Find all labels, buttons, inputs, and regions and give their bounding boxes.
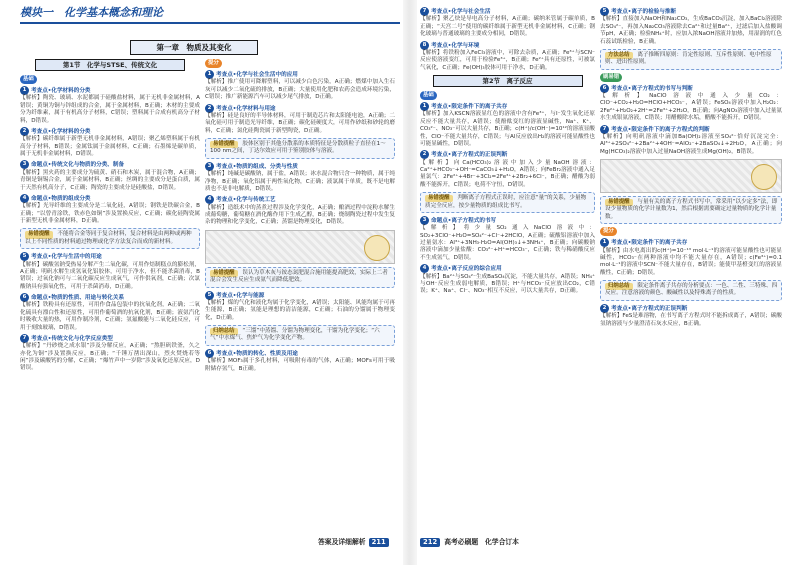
item-number: 7 (600, 125, 609, 134)
tip-text: 胶体区别于其他分散系的本质特征是分散质粒子直径在1～100 nm之间，丁达尔效应可用于鉴别胶体与溶液。 (210, 141, 386, 155)
answer-item (205, 70, 395, 102)
tisheng-badge: 提分 (600, 227, 617, 236)
answer-item (600, 304, 782, 328)
item-number: 2 (420, 150, 429, 159)
tip-box (420, 192, 595, 213)
tip-tag: 归纳总结 (605, 283, 633, 290)
tip-text: 不能将合金等同于复合材料，复合材料是由两种或两种以上不同性质的材料通过物理或化学方法复合而成的新材料。 (25, 231, 192, 245)
tip-tag: 易错提醒 (210, 270, 238, 277)
shelf-badge: 刷易错 (600, 73, 622, 82)
answer-explanation: 【解析】煤的气化和液化均属于化学变化，A错误；太阳能、风能均属于可再生能源，B正确；氢能是理想的清洁能源，C正确；石油的分馏属于物理变化，D正确。 (205, 299, 395, 321)
tip-box (205, 138, 395, 159)
illustration-image (600, 159, 782, 193)
tip-text: 误认为草木灰与铵态氮肥混合施用能提高肥效，实际上二者混合会发生反应生成氨气而降低肥效。 (210, 269, 388, 284)
item-list (420, 7, 595, 72)
tip-tag: 易错提醒 (425, 195, 453, 202)
key-point-label: 考查点•离子的检验与推断 (611, 9, 677, 15)
answer-item (420, 264, 595, 296)
answer-explanation: 【解析】由水电离出的c(H⁺)=10⁻¹³ mol·L⁻¹的溶液可能显酸性也可能显碱性，HCO₃⁻在两种溶液中均不能大量存在，A错误；c(Fe³⁺)=0.1 mol·L⁻¹的溶液中SCN⁻不能大量存在，B错误；能使甲基橙变红的溶液显酸性，C正确；D错误。 (600, 247, 782, 276)
item-list (600, 7, 782, 46)
key-point-label: 考查点•限定条件下的离子方程式的判断 (611, 126, 710, 133)
answer-item-head (20, 86, 200, 95)
answer-explanation: 【解析】陶瓷、玻璃、水泥都属于硅酸盐材料，属于无机非金属材料，A错误；黄铜为铜与锌组成的合金，属于金属材料，B正确；木材的主要成分为纤维素，属于有机高分子材料，C错误；塑料属于合成有机高分子材料，D错误。 (20, 95, 200, 124)
answer-explanation: 【解析】碳酸氢钠受热易分解产生二氧化碳，可用作焙制糕点的膨松剂，A正确；明矾水解生成氢氧化铝胶体，可用于净水，但不能杀菌消毒，B错误；过氧化钠可与二氧化碳反应生成氧气，可作供氧剂，C正确；次氯酸钠具有强氧化性，可用于杀菌消毒，D正确。 (20, 261, 200, 290)
answer-item-head (205, 104, 395, 113)
tip-tag: 易错提醒 (25, 231, 53, 238)
answer-item (20, 194, 200, 226)
footer-left (420, 538, 519, 547)
answer-item (205, 349, 395, 373)
item-number: 2 (20, 127, 29, 136)
key-point-label: 考查点•化学与能源 (216, 292, 265, 299)
tip-tag: 易错提醒 (210, 141, 238, 148)
answer-explanation: 【解析】造纸术中的蒸煮过程涉及化学变化，A正确；酿酒过程中淀粉水解生成葡萄糖，葡萄糖在酒化酶作用下生成乙醇，B正确；烧制陶瓷过程中发生复杂的物理和化学变化，C正确；蒸馏是物理变化，D错误。 (205, 204, 395, 226)
answer-item (600, 238, 782, 277)
item-number: 2 (600, 304, 609, 313)
item-list (600, 84, 782, 156)
answer-item (420, 102, 595, 148)
item-list (600, 304, 782, 328)
key-point-label: 考查点•传统文化与化学反应类型 (31, 335, 113, 342)
column-3 (420, 6, 595, 552)
answer-item (420, 41, 595, 73)
answer-explanation: 【解析】将少量SO₂通入NaClO溶液中：SO₂+3ClO⁻+H₂O=SO₄²⁻+Cl⁻+2HClO，A正确；硫酸铝溶液中加入过量氨水：Al³⁺+3NH₃·H₂O=Al(OH)₃↓+3NH₄⁺，B正确；向碳酸钠溶液中滴加少量盐酸：CO₃²⁻+H⁺=HCO₃⁻，C正确；铁与稀硝酸反应不生成氢气，D错误。 (420, 225, 595, 261)
key-point-label: 命题点•传统文化与物质的分类、制备 (31, 162, 125, 169)
answer-explanation: 【解析】纯碱是碳酸钠，属于盐，A错误；冰水混合物只含一种物质，属于纯净物，B正确；氧化铝属于两性氧化物，C正确；液氯属于单质，既不是电解质也不是非电解质，D错误。 (205, 171, 395, 192)
item-list (600, 238, 782, 277)
tip-text: 判断离子方程式正误时，应注意“量”的关系，少量物质完全反应，按少量物质的组成比书写。 (425, 195, 587, 209)
item-number: 8 (420, 41, 429, 50)
answer-explanation: 【解析】MOF₃属于多孔材料，可吸附有毒的气体，A正确；MOFs可用于吸附储存氢气，B正确。 (205, 358, 395, 372)
key-point-label: 考查点•化学与生活中的用途 (31, 254, 102, 261)
item-number: 4 (420, 264, 429, 273)
item-number: 1 (420, 102, 429, 111)
answer-explanation: 【解析】黑火药的主要成分为硫黄、硝石和木炭，属于混合物，A正确；青铜是铜锡合金，属于金属材料，B正确；丝绸的主要成分是蛋白质，属于天然有机高分子，C正确；陶瓷的主要成分是硅酸盐，D错误。 (20, 169, 200, 191)
answer-explanation: 【解析】铁粉具有还原性，可用作食品包装中的抗氧化剂，A正确；二氧化硫具有漂白性和还原性，可用作葡萄酒的抗氧化剂，B正确；液氨汽化时吸收大量的热，可用作制冷剂，C正确；氢氟酸能与二氧化硅反应，可用于刻蚀玻璃，D错误。 (20, 302, 200, 331)
answer-explanation: 【解析】聚乙炔是导电高分子材料，A正确；碳纳米管属于碳单质，B正确；“天宫二号”使用的碳纤维属于新型无机非金属材料，C正确；钢化玻璃与普通玻璃的主要成分相同，D错误。 (420, 16, 595, 38)
base-heading (420, 91, 595, 100)
item-number: 7 (20, 334, 29, 343)
tip-box (20, 228, 200, 249)
key-point-label: 考查点•化学与传统工艺 (216, 197, 276, 204)
answer-item-head (420, 150, 595, 159)
answer-item (205, 104, 395, 136)
item-list (205, 70, 395, 135)
answer-item (20, 293, 200, 332)
item-number: 1 (205, 70, 214, 79)
item-number: 4 (20, 194, 29, 203)
item-number: 6 (600, 84, 609, 93)
answer-item-head (600, 304, 782, 313)
key-point-label: 考查点•限定条件下的离子共存 (431, 104, 508, 110)
answer-item-head (420, 41, 595, 50)
item-number: 5 (600, 7, 609, 16)
chapter-banner: 第一章 物质及其变化 (130, 40, 258, 55)
tip-tag: 易错提醒 (605, 199, 633, 206)
shelf-heading (600, 73, 782, 82)
section-title: 第2节 离子反应 (433, 75, 583, 87)
item-number: 7 (420, 7, 429, 16)
item-number: 3 (205, 162, 214, 171)
answer-item-head (205, 349, 395, 358)
tip-text: “三馏”中蒸馏、分馏为物理变化，干馏为化学变化；“六气”中水煤气、焦炉气为化学变化产物。 (210, 328, 380, 342)
answer-item-head (205, 162, 395, 171)
key-point-label: 命题点•离子方程式的书写 (431, 217, 497, 224)
answer-item (20, 86, 200, 125)
answer-item-head (600, 7, 782, 16)
tip-text: 与量有关的离子方程式书写中，常采用“以少定多”法，即设少量物质的化学计量数为1，然后根据需要确定过量物质的化学计量数。 (605, 199, 778, 220)
item-number: 5 (205, 291, 214, 300)
key-point-label: 考查点•化学材料与用途 (216, 105, 276, 112)
answer-item-head (420, 102, 595, 111)
answer-item-head (600, 84, 782, 93)
answer-item-head (20, 334, 200, 343)
answer-item (600, 7, 782, 46)
key-point-label: 考查点•物质的组成、分类与性质 (216, 163, 298, 170)
answer-item-head (20, 252, 200, 261)
tip-box (600, 49, 782, 70)
footer-right-text: 答案及详细解析 (318, 538, 366, 546)
answer-item-head (205, 70, 395, 79)
answer-item-head (600, 238, 782, 247)
answer-explanation: 【解析】硅是良好的半导体材料，可用于制造芯片和太阳能电池，A正确；二氧化硅可用于制造光导纤维，B正确；碳化硅硬度大，可用作砂纸和砂轮的磨料，C正确；氮化硅陶瓷属于新型陶瓷，D正确。 (205, 112, 395, 134)
key-point-label: 考查点•限定条件下的离子共存 (611, 240, 688, 247)
answer-item (20, 252, 200, 291)
answer-explanation: 【解析】NaClO溶液中通入少量CO₂：ClO⁻+CO₂+H₂O=HClO+HCO₃⁻，A错误；FeSO₄溶液中加入H₂O₂：2Fe²⁺+H₂O₂+2H⁺=2Fe³⁺+2H₂O，B正确；向AgNO₃溶液中加入过量氨水生成银氨溶液，C错误；用醋酸除水垢，醋酸不能拆开，D错误。 (600, 93, 782, 122)
section-title: 第1节 化学与STSE、传统文化 (35, 59, 185, 71)
item-number: 5 (20, 252, 29, 261)
item-number: 4 (205, 195, 214, 204)
answer-item (205, 195, 395, 227)
answer-item-head (20, 127, 200, 136)
item-number: 1 (20, 86, 29, 95)
answer-item (205, 291, 395, 323)
key-point-label: 考查点•化学与社会生活中的应用 (216, 72, 298, 78)
item-list (20, 86, 200, 225)
answer-item-head (420, 216, 595, 225)
key-point-label: 考查点•化学与社会生活 (431, 9, 491, 15)
key-point-label: 考查点•离子方程式的书写与判断 (611, 85, 693, 92)
item-list (420, 216, 595, 296)
answer-item (205, 162, 395, 194)
answer-item-head (205, 291, 395, 300)
tip-box (600, 280, 782, 301)
item-number: 1 (600, 238, 609, 247)
item-number: 6 (205, 349, 214, 358)
tip-text: 限定条件离子共存的分析要点：一色、二性、三特殊、四反应。注意溶液的颜色、酸碱性以及特殊离子的性质。 (605, 283, 778, 297)
footer-left-text: 高考必刷题 化学合订本 (444, 538, 519, 546)
answer-item (600, 84, 782, 123)
answer-item-head (600, 125, 782, 134)
base-badge: 基础 (420, 91, 437, 100)
answer-item-head (20, 160, 200, 169)
item-list (205, 162, 395, 227)
key-point-label: 考查点•离子方程式的正误判断 (431, 152, 508, 159)
answer-item (20, 334, 200, 373)
answer-explanation: 【解析】FeS是难溶物，在书写离子方程式时不能拆成离子，A错误；碳酸氢钠溶液与少量澄清石灰水反应，B正确。 (600, 313, 782, 327)
item-number: 6 (20, 293, 29, 302)
key-point-label: 考查点•物质的转化、性质及用途 (216, 350, 298, 357)
item-list (420, 102, 595, 189)
book-gutter (403, 0, 417, 565)
base-badge: 基础 (20, 75, 37, 84)
tip-tag: 归纳总结 (210, 328, 238, 335)
tip-box (205, 267, 395, 288)
answer-item-head (205, 195, 395, 204)
answer-item (600, 125, 782, 157)
answer-item (20, 160, 200, 192)
key-point-label: 考查点•化学材料的分类 (31, 88, 91, 94)
page-number-right: 211 (369, 538, 389, 547)
answer-explanation: 【解析】碳纤维属于新型无机非金属材料，A错误；聚乙烯塑料属于有机高分子材料，B错误；金属钛属于金属材料，C正确；石墨烯是碳单质，属于无机非金属材料，D错误。 (20, 136, 200, 157)
key-point-label: 考查点•离子反应的综合应用 (431, 266, 502, 273)
answer-item-head (20, 194, 200, 203)
answer-item (420, 150, 595, 189)
cartoon-icon (364, 235, 390, 261)
key-point-label: 命题点•物质的性质、用途与转化关系 (31, 295, 125, 301)
answer-item (20, 127, 200, 159)
answer-item (420, 7, 595, 39)
answer-explanation: 【解析】向Ca(HCO₃)₂溶液中加入少量NaOH溶液：Ca²⁺+HCO₃⁻+OH⁻=CaCO₃↓+H₂O，A错误；向FeBr₂溶液中通入足量氯气：2Fe²⁺+4Br⁻+3Cl₂=2Fe³⁺+2Br₂+6Cl⁻，B正确；醋酸为弱酸不能拆开，C错误；电荷不守恒，D错误。 (420, 159, 595, 188)
item-list (20, 252, 200, 373)
cartoon-icon (751, 164, 777, 190)
tisheng-heading (205, 59, 395, 68)
answer-item-head (420, 264, 595, 273)
answer-explanation: 【解析】直接加入NaOH和Na₂CO₃，生成BaCO₃沉淀，加入BaCl₂溶液除去SO₄²⁻，再加入Na₂CO₃溶液除去Ca²⁺和过量Ba²⁺，过滤后加入盐酸调节pH，A正确；检验NH₄⁺时，应加入浓NaOH溶液并加热，用湿润的红色石蕊试纸检验，B正确。 (600, 16, 782, 45)
module-title: 模块一 化学基本概念和理论 (20, 6, 163, 19)
page-number-left: 212 (420, 538, 440, 547)
answer-item (420, 216, 595, 262)
answer-item-head (20, 293, 200, 302)
item-number: 3 (420, 216, 429, 225)
answer-item-head (420, 7, 595, 16)
answer-explanation: 【解析】加入KSCN溶液显红色的溶液中含有Fe³⁺，与I⁻发生氧化还原反应不能大量共存，A错误；使酚酞变红的溶液显碱性，Na⁺、K⁺、CO₃²⁻、NO₃⁻可以大量共存，B正确；c(H⁺)/c(OH⁻)=10¹²的溶液显酸性，ClO⁻不能大量共存，C错误；与Al反应放出H₂的溶液可能显酸性也可能显碱性，D错误。 (420, 111, 595, 147)
answer-explanation: 【解析】Ba²⁺与SO₄²⁻生成BaSO₄沉淀，不能大量共存，A错误；NH₄⁺与OH⁻反应生成弱电解质，B错误；H⁺与HCO₃⁻反应放出CO₂，C错误；K⁺、Na⁺、Cl⁻、NO₃⁻相互不反应，可以大量共存，D正确。 (420, 273, 595, 295)
item-number: 2 (205, 104, 214, 113)
illustration-image (205, 230, 395, 264)
column-2 (205, 56, 395, 552)
key-point-label: 考查点•化学与环境 (431, 42, 480, 49)
column-4 (600, 6, 782, 552)
item-number: 3 (20, 160, 29, 169)
tip-tag: 方法总结 (605, 52, 633, 59)
footer-right (318, 538, 389, 547)
tip-box (600, 196, 782, 224)
tip-text: 离子推断四原则：肯定性原则、互斥性原则、电中性原则、进出性原则。 (605, 51, 772, 66)
answer-explanation: 【解析】光导纤维的主要成分是二氧化硅，A错误；钢铁是铁碳合金，B正确；“以曾青涂铁，铁赤色如铜”涉及置换反应，C正确；碳化硅陶瓷属于新型无机非金属材料，D正确。 (20, 203, 200, 224)
base-heading (20, 75, 200, 84)
column-1 (20, 56, 200, 552)
answer-explanation: 【解析】将铁粉加入FeCl₃溶液中，可除去杂质，A正确；Fe³⁺与SCN⁻反应使溶液变红，可用于检验Fe³⁺，B正确；Fe²⁺具有还原性，可被氯气氧化，C正确；Fe(OH)₃胶体可用于净水，D正确。 (420, 49, 595, 71)
answer-explanation: 【解析】“丹砂烧之成水银”涉及分解反应，A正确；“熬胆矾铁釜，久之亦化为铜”涉及置换反应，B正确；“千锤万凿出深山，烈火焚烧若等闲”涉及碳酸钙的分解，C正确；“爆竹声中一岁除”涉及氧化还原反应，D错误。 (20, 343, 200, 372)
key-point-label: 考查点•化学材料的分类 (31, 128, 91, 135)
tip-box (205, 325, 395, 346)
header-rule (20, 22, 400, 24)
answer-explanation: 【解析】推广使用可降解塑料，可以减少白色污染，A正确；燃煤中加入生石灰可以减少二氧化硫的排放，B正确；大量使用化肥和农药会造成环境污染，C错误；推广新能源汽车可以减少尾气排放，D正确。 (205, 79, 395, 101)
tisheng-badge: 提分 (205, 59, 222, 68)
answer-explanation: 【解析】向明矾溶液中滴加Ba(OH)₂溶液至SO₄²⁻恰好沉淀完全：Al³⁺+2SO₄²⁻+2Ba²⁺+4OH⁻=AlO₂⁻+2BaSO₄↓+2H₂O，A正确；向Mg(HCO₃)₂溶液中加入过量NaOH溶液生成Mg(OH)₂，B错误。 (600, 133, 782, 155)
item-list (205, 291, 395, 323)
tisheng-heading (600, 227, 782, 236)
key-point-label: 考查点•离子方程式的正误判断 (611, 305, 688, 312)
item-list (205, 349, 395, 373)
key-point-label: 命题点•物质的组成分类 (31, 195, 91, 202)
